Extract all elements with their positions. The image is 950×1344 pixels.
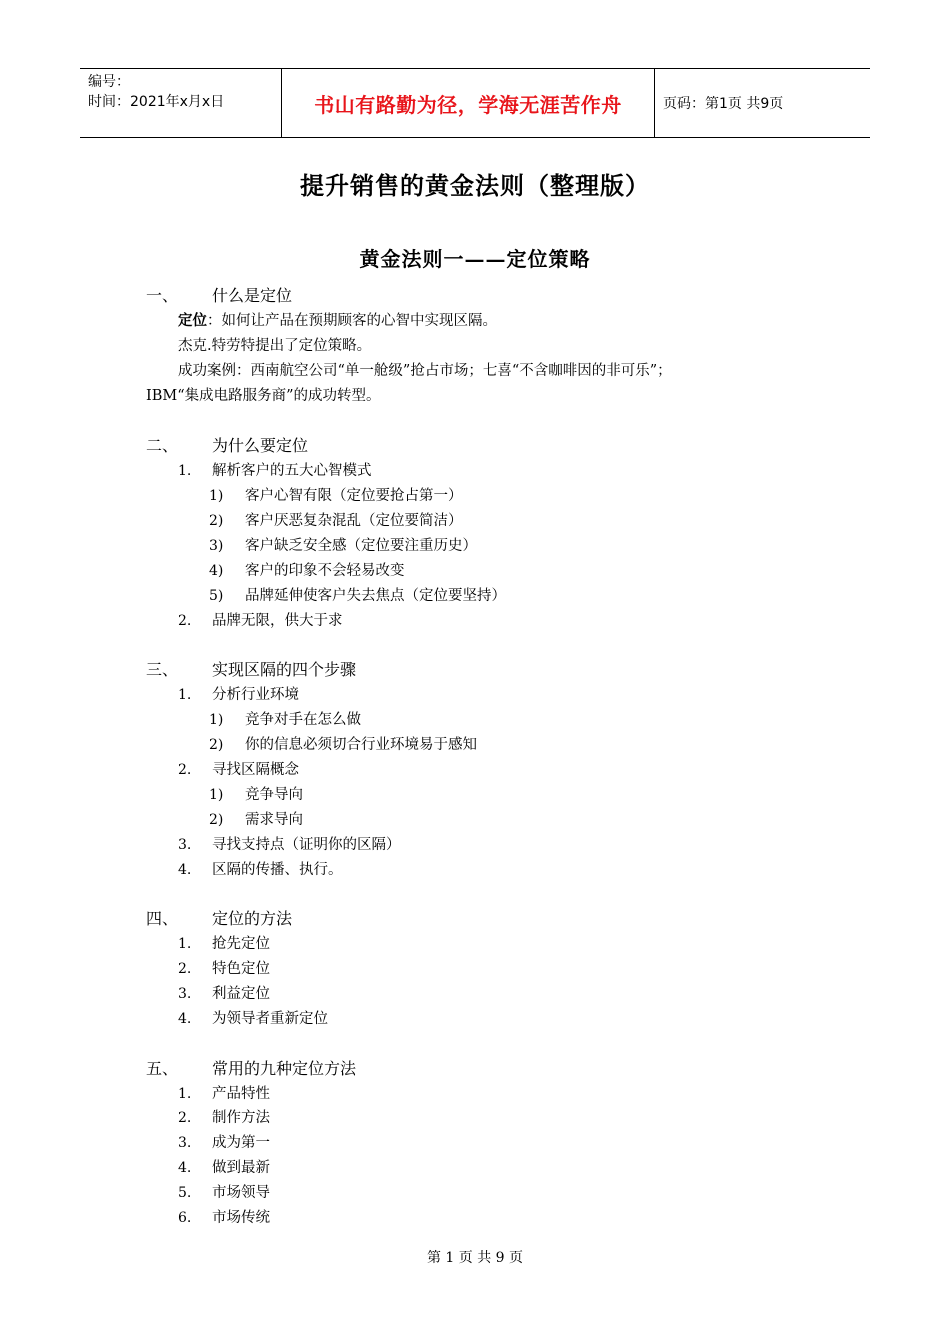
list-item: 解析客户的五大心智模式 bbox=[212, 463, 372, 479]
sub-item-number: 2) bbox=[209, 513, 224, 529]
definition-term: 定位 bbox=[178, 312, 207, 329]
section-title: 什么是定位 bbox=[212, 286, 293, 305]
sub-item-number: 2) bbox=[209, 812, 224, 828]
section-number: 五、 bbox=[146, 1059, 179, 1078]
list-item: 抢先定位 bbox=[212, 936, 270, 952]
list-item: 品牌无限，供大于求 bbox=[212, 613, 343, 629]
header-time-label: 时间：2021年x月x日 bbox=[88, 94, 225, 110]
sub-item-number: 2) bbox=[209, 737, 224, 753]
section-title: 定位的方法 bbox=[212, 909, 293, 928]
sub-item-number: 3) bbox=[209, 538, 224, 554]
header-page-label: 页码：第1页 共9页 bbox=[663, 96, 784, 112]
list-item: 产品特性 bbox=[212, 1086, 270, 1102]
list-item: 特色定位 bbox=[212, 961, 270, 977]
list-item-number: 2. bbox=[178, 961, 192, 977]
list-item-number: 3. bbox=[178, 1135, 192, 1151]
sub-item-number: 1) bbox=[209, 488, 224, 504]
list-item: 做到最新 bbox=[212, 1160, 270, 1176]
list-item-number: 4. bbox=[178, 1160, 192, 1176]
list-item: 区隔的传播、执行。 bbox=[212, 862, 343, 878]
sub-item: 客户心智有限（定位要抢占第一） bbox=[245, 488, 463, 504]
section-title: 实现区隔的四个步骤 bbox=[212, 660, 357, 679]
list-item-number: 4. bbox=[178, 1011, 192, 1027]
sub-item: 客户的印象不会轻易改变 bbox=[245, 563, 405, 579]
sub-item-number: 1) bbox=[209, 712, 224, 728]
list-item-number: 6. bbox=[178, 1210, 192, 1226]
sub-item: 需求导向 bbox=[245, 812, 303, 828]
list-item-number: 1. bbox=[178, 687, 192, 703]
list-item-number: 1. bbox=[178, 936, 192, 952]
list-item-number: 1. bbox=[178, 463, 192, 479]
list-item-number: 5. bbox=[178, 1185, 192, 1201]
list-item-number: 2. bbox=[178, 762, 192, 778]
list-item: 市场领导 bbox=[212, 1185, 270, 1201]
list-item: 制作方法 bbox=[212, 1110, 270, 1126]
sub-item: 客户缺乏安全感（定位要注重历史） bbox=[245, 538, 477, 554]
section-title: 为什么要定位 bbox=[212, 436, 309, 455]
sub-item-number: 4) bbox=[209, 563, 224, 579]
section-number: 三、 bbox=[146, 660, 179, 679]
list-item: 成为第一 bbox=[212, 1135, 270, 1151]
sub-item: 客户厌恶复杂混乱（定位要简洁） bbox=[245, 513, 463, 529]
list-item: 寻找区隔概念 bbox=[212, 762, 299, 778]
paragraph-line: 成功案例：西南航空公司“单一舱级”抢占市场；七喜“不含咖啡因的非可乐”； bbox=[178, 363, 672, 379]
section-number: 一、 bbox=[146, 286, 179, 305]
list-item: 利益定位 bbox=[212, 986, 270, 1002]
sub-item: 你的信息必须切合行业环境易于感知 bbox=[245, 737, 477, 753]
definition-line bbox=[178, 311, 497, 331]
header-motto: 书山有路勤为径，学海无涯苦作舟 bbox=[314, 92, 622, 117]
list-item: 为领导者重新定位 bbox=[212, 1011, 328, 1027]
definition-text: ：如何让产品在预期顾客的心智中实现区隔。 bbox=[207, 313, 497, 329]
sub-item-number: 1) bbox=[209, 787, 224, 803]
section-title: 常用的九种定位方法 bbox=[212, 1059, 357, 1078]
paragraph-line: IBM“集成电路服务商”的成功转型。 bbox=[146, 388, 381, 404]
list-item-number: 3. bbox=[178, 986, 192, 1002]
list-item: 市场传统 bbox=[212, 1210, 270, 1226]
list-item-number: 2. bbox=[178, 1110, 192, 1126]
sub-item-number: 5) bbox=[209, 588, 224, 604]
header-meta bbox=[88, 72, 280, 112]
sub-item: 品牌延伸使客户失去焦点（定位要坚持） bbox=[245, 588, 506, 604]
list-item: 分析行业环境 bbox=[212, 687, 299, 703]
page-footer: 第 1 页 共 9 页 bbox=[426, 1250, 524, 1266]
header-divider bbox=[654, 69, 655, 137]
section-number: 四、 bbox=[146, 909, 179, 928]
document-title: 提升销售的黄金法则（整理版） bbox=[300, 171, 650, 200]
list-item: 寻找支持点（证明你的区隔） bbox=[212, 837, 401, 853]
section-number: 二、 bbox=[146, 436, 179, 455]
document-header bbox=[80, 68, 870, 138]
paragraph-line: 杰克.特劳特提出了定位策略。 bbox=[178, 338, 372, 354]
section-heading: 黄金法则一——定位策略 bbox=[359, 247, 591, 271]
header-number-label: 编号： bbox=[88, 74, 130, 90]
sub-item: 竞争对手在怎么做 bbox=[245, 712, 361, 728]
sub-item: 竞争导向 bbox=[245, 787, 303, 803]
list-item-number: 2. bbox=[178, 613, 192, 629]
list-item-number: 4. bbox=[178, 862, 192, 878]
list-item-number: 3. bbox=[178, 837, 192, 853]
list-item-number: 1. bbox=[178, 1086, 192, 1102]
